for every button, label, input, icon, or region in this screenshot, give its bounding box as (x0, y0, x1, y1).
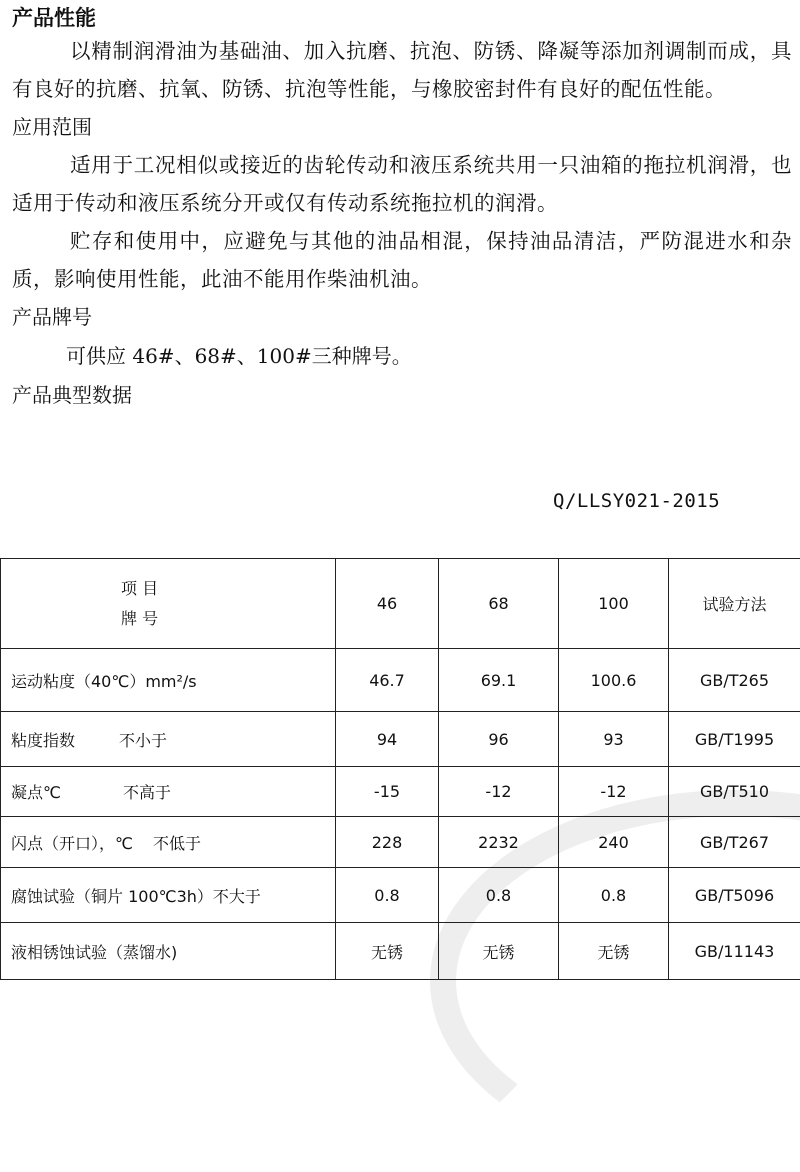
value-100: 无锈 (559, 923, 669, 980)
application-heading: 应用范围 (12, 108, 792, 146)
row-limit: 不低于 (153, 834, 201, 853)
table-row (1, 712, 800, 767)
test-method: GB/T265 (669, 649, 800, 712)
value-68: 2232 (439, 817, 559, 868)
table-row (1, 817, 800, 868)
value-68: -12 (439, 767, 559, 817)
value-68: 无锈 (439, 923, 559, 980)
value-46: 0.8 (336, 868, 439, 923)
header-grade-100: 100 (559, 559, 669, 649)
table-row (1, 767, 800, 817)
row-label (1, 868, 336, 923)
application-text-2: 贮存和使用中，应避免与其他的油品相混，保持油品清洁，严防混进水和杂质，影响使用性能，此油不能用作柴油机油。 (12, 222, 792, 298)
row-label (1, 767, 336, 817)
row-name: 闪点（开口），℃ (11, 834, 133, 853)
header-grade-label: 牌 号 (1, 604, 335, 634)
value-46: 94 (336, 712, 439, 767)
value-68: 69.1 (439, 649, 559, 712)
value-68: 0.8 (439, 868, 559, 923)
value-68: 96 (439, 712, 559, 767)
test-method: GB/11143 (669, 923, 800, 980)
grades-heading: 产品牌号 (12, 298, 792, 336)
performance-heading: 产品性能 (12, 4, 792, 32)
header-grade-68: 68 (439, 559, 559, 649)
test-method: GB/T1995 (669, 712, 800, 767)
table-row (1, 649, 800, 712)
header-test-method: 试验方法 (669, 559, 800, 649)
table-header-row (1, 559, 800, 649)
row-label (1, 923, 336, 980)
standard-number: Q/LLSY021-2015 (553, 490, 720, 512)
row-name: 腐蚀试验（铜片 100℃3h）不大于 (11, 887, 261, 906)
row-name: 运动粘度（40℃）mm²/s (11, 672, 197, 691)
value-100: -12 (559, 767, 669, 817)
typical-data-heading: 产品典型数据 (12, 376, 792, 414)
row-limit: 不小于 (119, 731, 167, 750)
row-name: 粘度指数 (11, 731, 75, 750)
test-method: GB/T267 (669, 817, 800, 868)
document-body (12, 0, 792, 414)
test-method: GB/T510 (669, 767, 800, 817)
grades-text: 可供应 46#、68#、100#三种牌号。 (12, 336, 792, 376)
performance-text: 以精制润滑油为基础油、加入抗磨、抗泡、防锈、降凝等添加剂调制而成，具有良好的抗磨、抗氧、防锈、抗泡等性能，与橡胶密封件有良好的配伍性能。 (12, 32, 792, 108)
value-46: 46.7 (336, 649, 439, 712)
row-label (1, 649, 336, 712)
typical-data-table (0, 558, 800, 980)
value-46: -15 (336, 767, 439, 817)
test-method: GB/T5096 (669, 868, 800, 923)
application-text-1: 适用于工况相似或接近的齿轮传动和液压系统共用一只油箱的拖拉机润滑，也适用于传动和液压系统分开或仅有传动系统拖拉机的润滑。 (12, 146, 792, 222)
row-name: 凝点℃ (11, 783, 61, 802)
value-100: 93 (559, 712, 669, 767)
value-46: 无锈 (336, 923, 439, 980)
value-100: 100.6 (559, 649, 669, 712)
row-label (1, 712, 336, 767)
header-item-grade-cell (1, 559, 336, 649)
value-100: 0.8 (559, 868, 669, 923)
header-grade-46: 46 (336, 559, 439, 649)
row-name: 液相锈蚀试验（蒸馏水) (11, 943, 177, 962)
table-row (1, 923, 800, 980)
row-label (1, 817, 336, 868)
row-limit: 不高于 (123, 783, 171, 802)
value-46: 228 (336, 817, 439, 868)
table-row (1, 868, 800, 923)
value-100: 240 (559, 817, 669, 868)
header-item-label: 项 目 (1, 574, 335, 604)
